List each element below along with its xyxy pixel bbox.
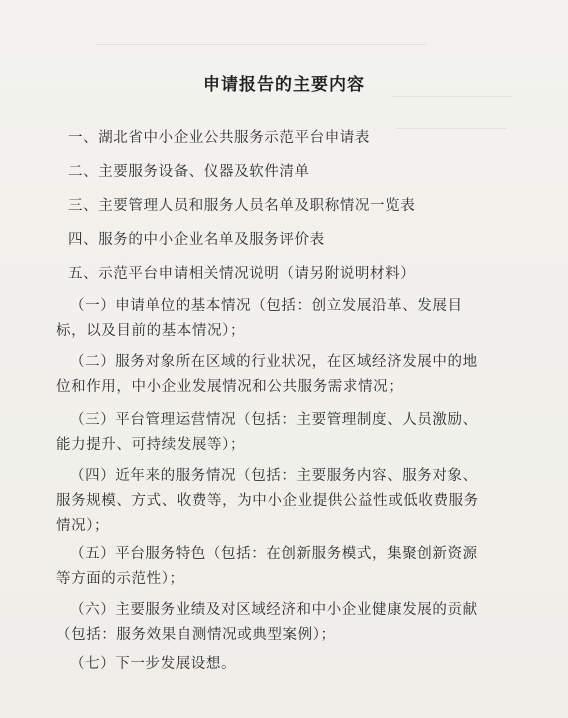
paragraph-line: （三）平台管理运营情况（包括：主要管理制度、人员激励、: [70, 412, 478, 428]
list-item: 二、主要服务设备、仪器及软件清单: [68, 164, 310, 180]
list-item: 一、湖北省中小企业公共服务示范平台申请表: [68, 130, 370, 146]
paragraph-line: （包括：服务效果自测情况或典型案例）；: [56, 627, 336, 643]
paragraph-line: 情况）；: [56, 518, 110, 534]
paragraph-line: （二）服务对象所在区域的行业状况，在区域经济发展中的地: [70, 354, 478, 370]
paragraph: [56, 464, 514, 539]
paragraph: [56, 350, 514, 400]
bleed-through-line: [96, 44, 426, 45]
list-item: 四、服务的中小企业名单及服务评价表: [68, 232, 325, 248]
paragraph: [56, 542, 514, 592]
list-item: 五、示范平台申请相关情况说明（请另附说明材料）: [68, 266, 416, 282]
paragraph-line: 位和作用，中小企业发展情况和公共服务需求情况；: [56, 379, 404, 395]
page-title: 申请报告的主要内容: [203, 75, 365, 95]
paragraph-line: 服务规模、方式、收费等，为中小企业提供公益性或低收费服务: [56, 493, 479, 509]
paragraph-line: 标，以及目前的基本情况）；: [56, 323, 246, 339]
paragraph-line: （七）下一步发展设想。: [70, 656, 237, 672]
paragraph-line: 等方面的示范性）；: [56, 571, 185, 587]
bleed-through-line: [392, 96, 512, 97]
bleed-through-line: [396, 128, 506, 129]
paragraph: [56, 294, 514, 344]
paragraph-line: （四）近年来的服务情况（包括：主要服务内容、服务对象、: [70, 468, 478, 484]
list-item: 三、主要管理人员和服务人员名单及职称情况一览表: [68, 198, 416, 214]
paragraph: [56, 652, 514, 677]
paragraph-line: （六）主要服务业绩及对区域经济和中小企业健康发展的贡献: [70, 602, 478, 618]
paragraph-line: （五）平台服务特色（包括：在创新服务模式，集聚创新资源: [70, 546, 478, 562]
paragraph-line: 能力提升、可持续发展等）；: [56, 437, 246, 453]
paragraph: [56, 408, 514, 458]
paragraph: [56, 598, 514, 648]
paragraph-line: （一）申请单位的基本情况（包括：创立发展沿革、发展目: [70, 298, 463, 314]
